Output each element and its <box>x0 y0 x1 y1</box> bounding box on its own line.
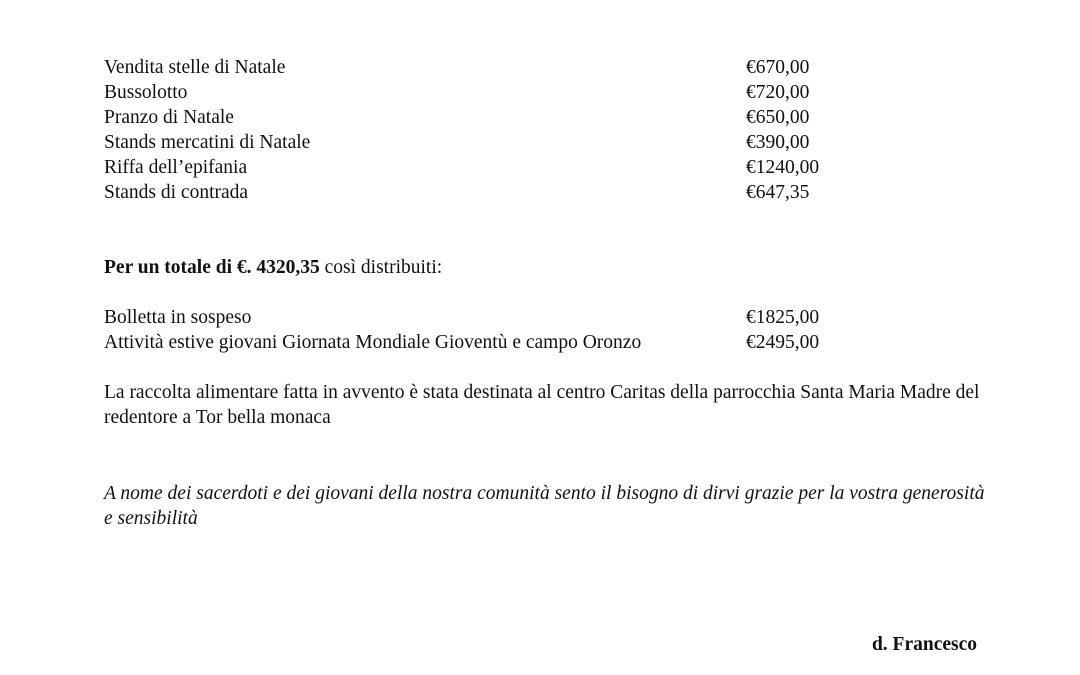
distribution-amount: €1825,00 <box>746 307 820 328</box>
food-drive-paragraph: La raccolta alimentare fatta in avvento è stata destinata al centro Caritas della parrocchia Santa Maria Madre del redentore a Tor bella monaca <box>104 382 980 428</box>
distribution-amount: €2495,00 <box>746 332 820 353</box>
income-label: Riffa dell’epifania <box>104 157 248 178</box>
income-amount: €650,00 <box>746 107 810 128</box>
income-label: Stands di contrada <box>104 182 249 203</box>
income-amount: €720,00 <box>746 82 810 103</box>
income-label: Vendita stelle di Natale <box>104 57 286 78</box>
income-amount: €670,00 <box>746 57 810 78</box>
income-amount: €390,00 <box>746 132 810 153</box>
signature: d. Francesco <box>871 634 977 655</box>
income-amount: €1240,00 <box>746 157 820 178</box>
total-line <box>104 255 442 280</box>
income-amount: €647,35 <box>746 182 810 203</box>
income-label: Bussolotto <box>104 82 188 103</box>
distribution-label: Bolletta in sospeso <box>104 307 252 328</box>
thanks-paragraph: A nome dei sacerdoti e dei giovani della nostra comunità sento il bisogno di dirvi grazie per la vostra generosità e sensibilità <box>104 483 985 529</box>
income-label: Stands mercatini di Natale <box>104 132 311 153</box>
income-label: Pranzo di Natale <box>104 107 234 128</box>
total-rest-text: così distribuiti: <box>319 257 443 278</box>
total-amount-text: Per un totale di €. 4320,35 <box>104 257 320 278</box>
distribution-label: Attività estive giovani Giornata Mondiale Gioventù e campo Oronzo <box>104 332 642 353</box>
